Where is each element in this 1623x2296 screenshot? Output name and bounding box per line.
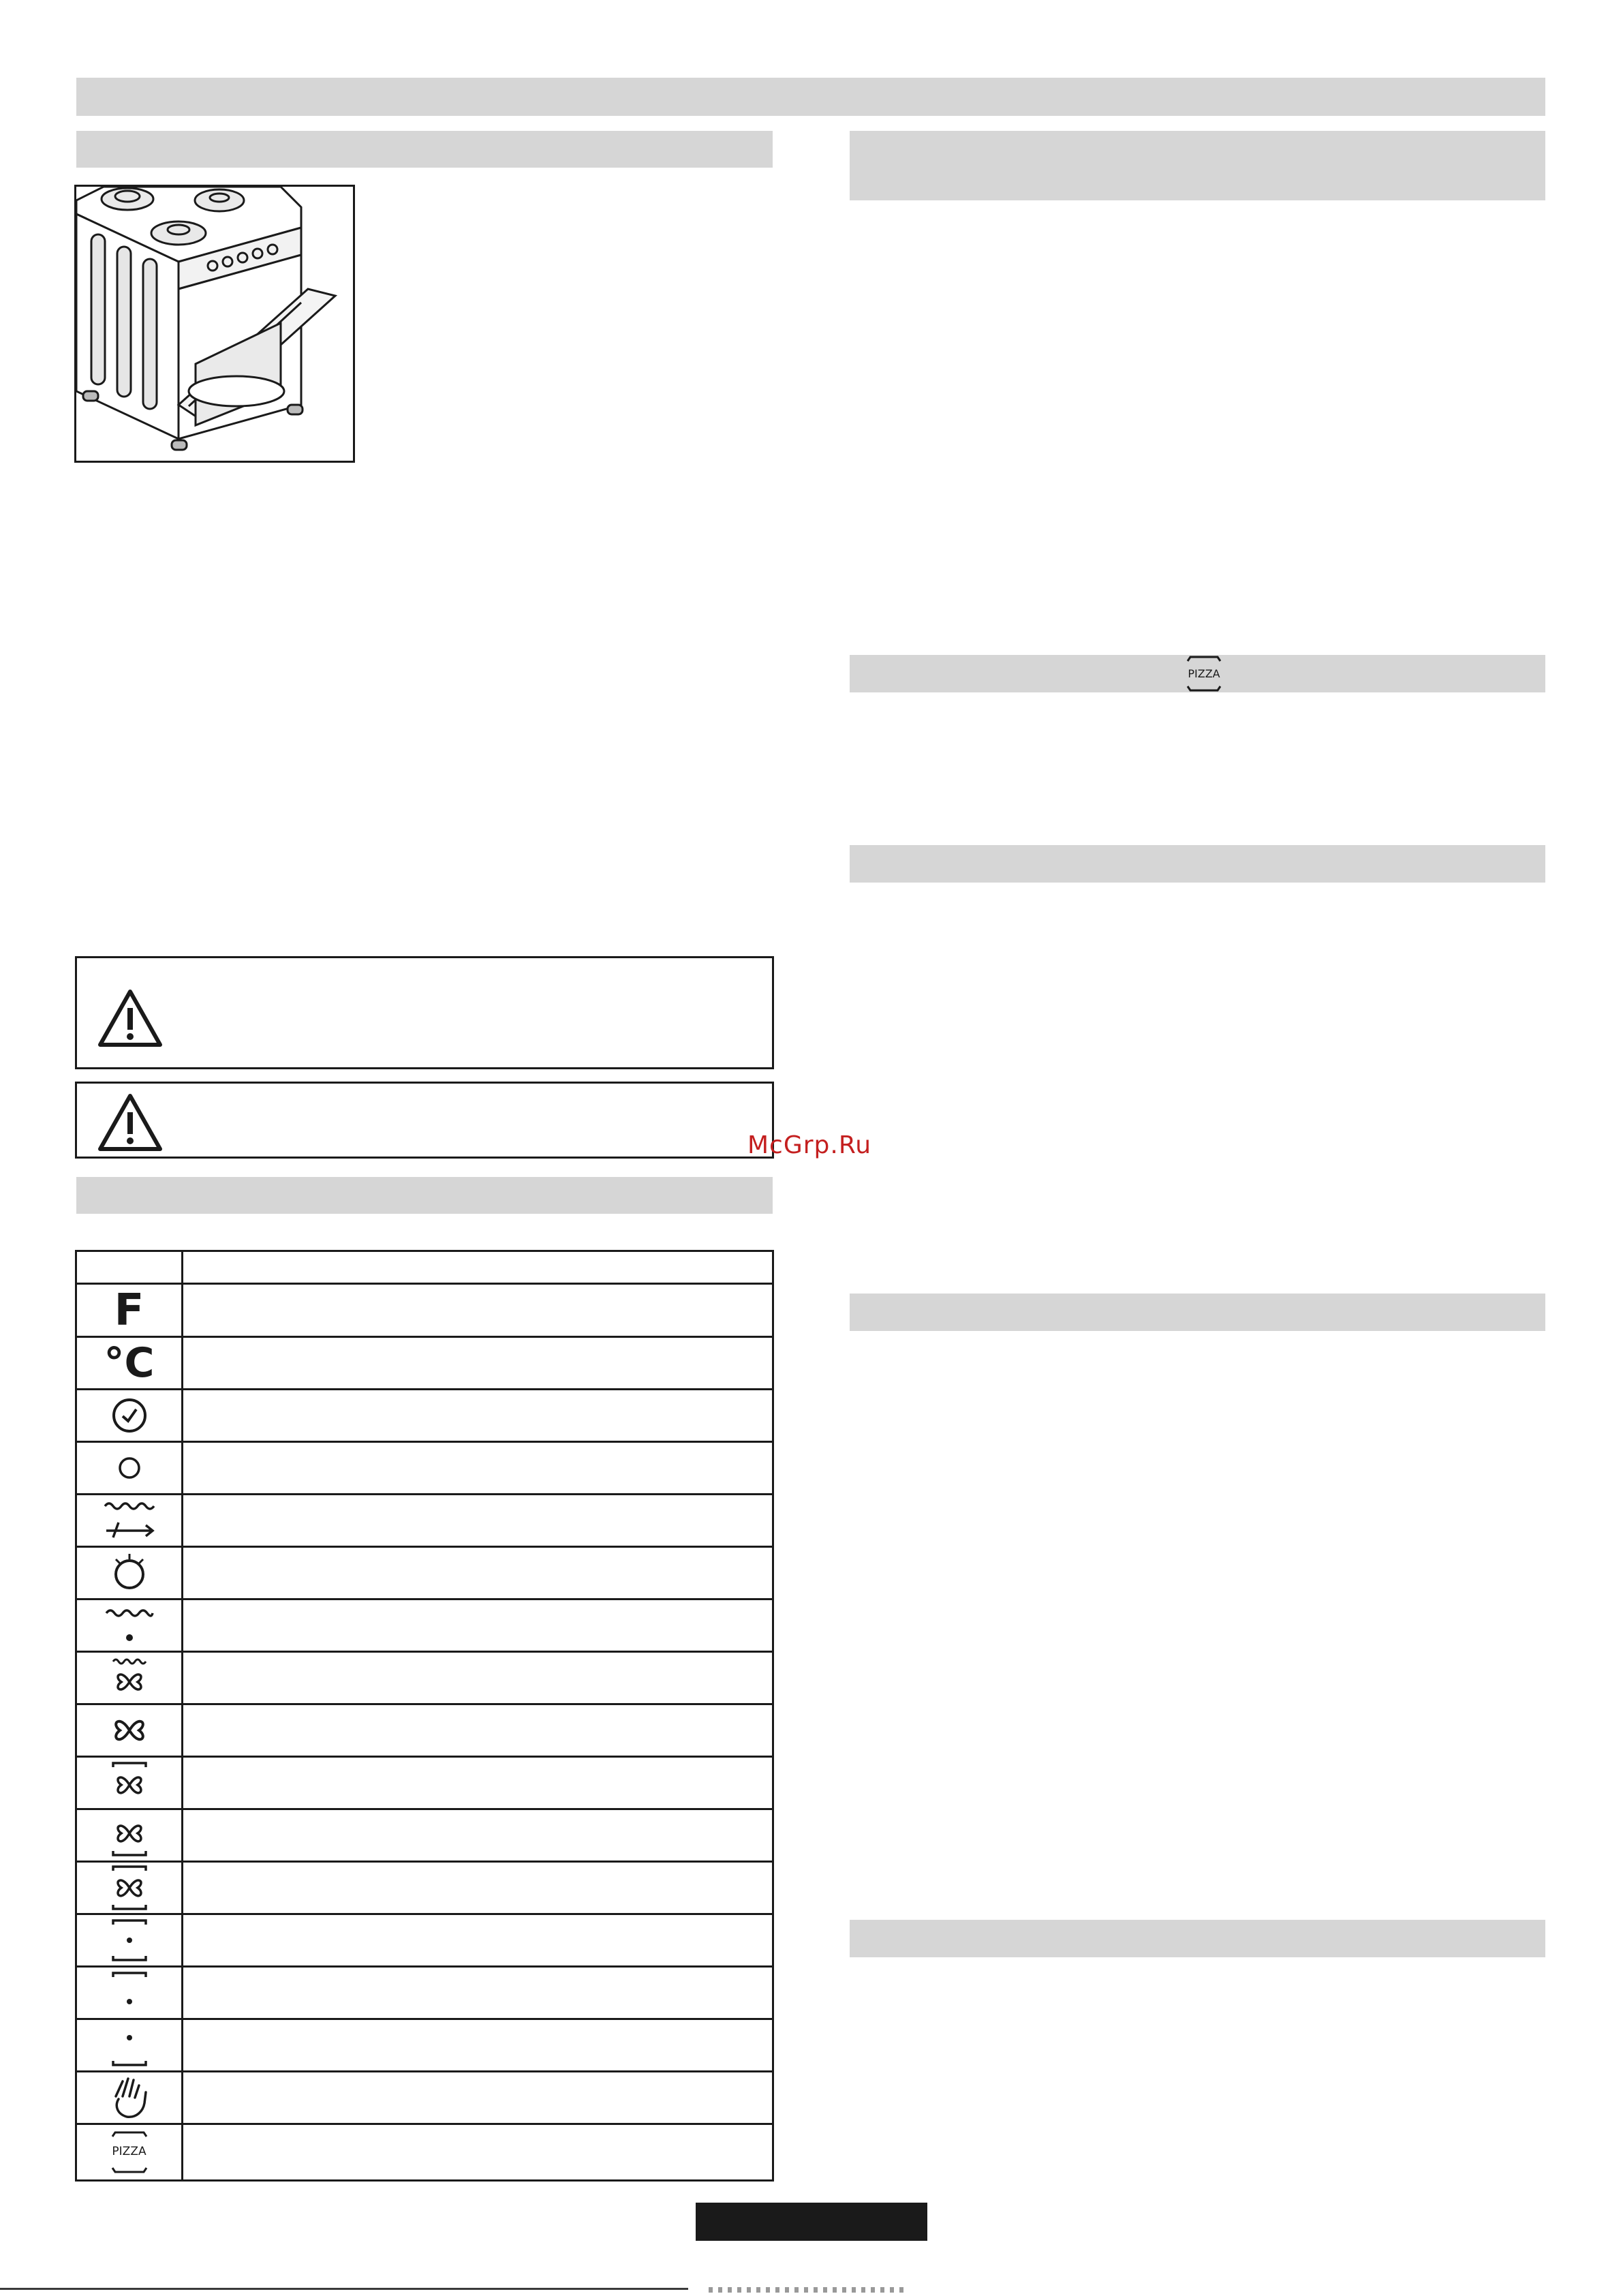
right-section-bar-4 (850, 1294, 1545, 1331)
top-heat-icon (77, 1968, 181, 2018)
right-section-bar-pizza (850, 655, 1545, 692)
table-row (77, 1965, 772, 2018)
top-bottom-heat-icon (77, 1915, 181, 1965)
circle-icon (77, 1443, 181, 1493)
footer-rule (0, 2288, 688, 2290)
warning-triangle-icon (97, 1093, 163, 1152)
fan-top-icon (77, 1758, 181, 1808)
table-row (77, 2070, 772, 2123)
table-row (77, 1546, 772, 1598)
pizza-badge: PIZZA (1185, 655, 1223, 692)
table-row (77, 2018, 772, 2070)
table-row (77, 1913, 772, 1965)
page-header-bar (76, 78, 1545, 116)
letter-f-icon: F (114, 1285, 144, 1336)
grill-spit-icon (77, 1495, 181, 1546)
lamp-icon (77, 1548, 181, 1598)
table-row (77, 1493, 772, 1546)
left-section-bar (76, 131, 773, 168)
right-section-bar-1 (850, 131, 1545, 200)
table-row (77, 1598, 772, 1651)
symbols-section-bar (76, 1177, 773, 1214)
top-grill-dot-icon (77, 1600, 181, 1651)
table-row (77, 1283, 772, 1336)
warning-triangle-icon (97, 989, 163, 1047)
defrost-hand-icon (77, 2072, 181, 2123)
table-row (77, 1808, 772, 1861)
pizza-icon: PIZZA (77, 2125, 181, 2179)
table-row (77, 1388, 772, 1441)
table-row (77, 1703, 772, 1756)
grill-fan-icon (77, 1653, 181, 1703)
warning-box-2 (75, 1082, 774, 1159)
bottom-heat-icon (77, 2020, 181, 2070)
fan-bottom-icon (77, 1810, 181, 1861)
table-row (77, 1756, 772, 1808)
fan-icon (77, 1705, 181, 1756)
clock-icon (77, 1390, 181, 1441)
celsius-icon: °C (104, 1339, 155, 1387)
right-section-bar-5 (850, 1920, 1545, 1957)
warning-box-1 (75, 956, 774, 1069)
page-number-tab (696, 2203, 927, 2241)
cooker-illustration (74, 185, 355, 463)
table-row (77, 1441, 772, 1493)
watermark-text: McGrp.Ru (747, 1131, 872, 1159)
symbols-table (75, 1250, 774, 2182)
table-row (77, 1651, 772, 1703)
footer-fragment (709, 2287, 906, 2293)
table-row (77, 1861, 772, 1913)
table-row (77, 2123, 772, 2179)
table-row (77, 1336, 772, 1388)
fan-top-bottom-icon (77, 1863, 181, 1913)
right-section-bar-3 (850, 845, 1545, 883)
